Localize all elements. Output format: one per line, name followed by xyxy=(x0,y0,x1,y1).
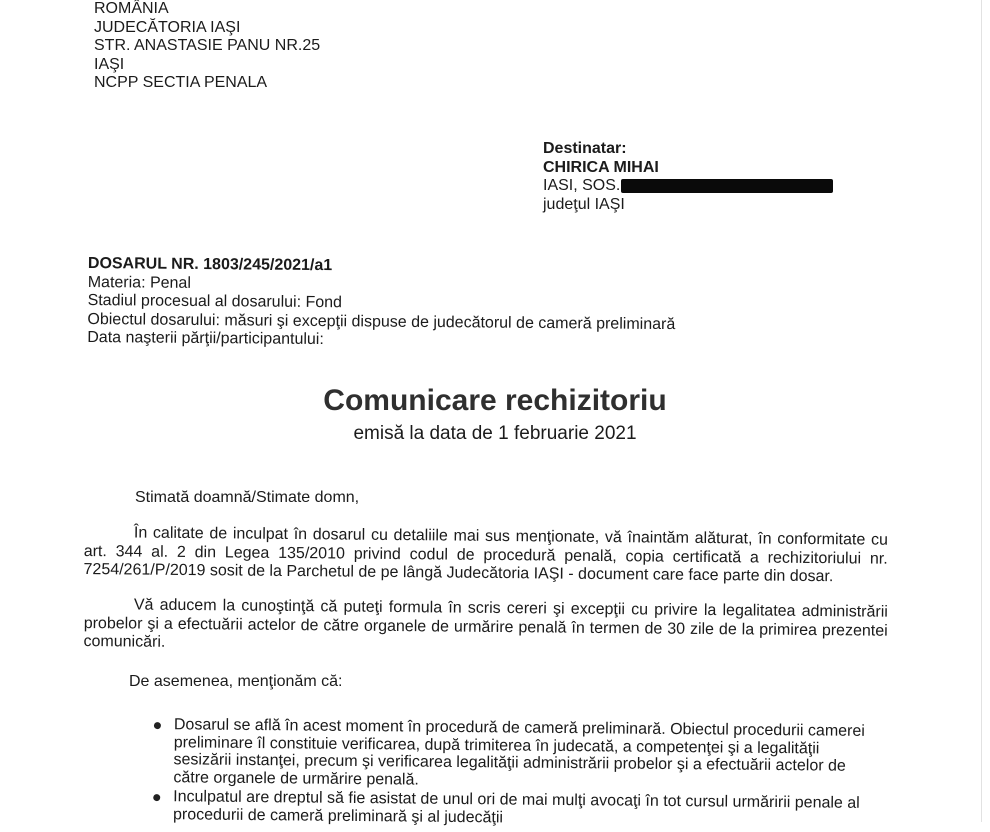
sender-line-city: IAŞI xyxy=(94,55,125,73)
recipient-address-prefix: IASI, SOS. xyxy=(543,177,621,194)
recipient-label: Destinatar: xyxy=(543,140,627,157)
sender-address-block xyxy=(94,0,320,93)
sender-line-country: ROMÂNIA xyxy=(94,0,169,17)
recipient-block xyxy=(543,140,833,214)
paragraph-intro-list: De asemenea, menţionăm că: xyxy=(129,673,343,690)
list-item-text: Inculpatul are dreptul să fie asistat de unul ori de mai mulţi avocaţi în tot cursul urmăririi penale al procedurii de cameră preliminară şi al judecăţii xyxy=(172,788,860,826)
sender-line-section: NCPP SECTIA PENALA xyxy=(94,74,268,91)
sender-line-street: STR. ANASTASIE PANU NR.25 xyxy=(94,37,321,54)
list-item-text: Dosarul se află în acest moment în procedură de cameră preliminară. Obiectul procedurii camerei preliminare îl constituie verificarea, după trimiterea în judecată, a competenţei şi a legalităţii sesizării instanţei, precum şi verificarea legalităţii administrării probelor şi a efectuării actelor de către organele de urmărire penală. xyxy=(173,716,865,789)
document-title: Comunicare rechizitoriu xyxy=(323,384,667,417)
case-object: Obiectul dosarului: măsuri şi excepţii dispuse de judecătorul de cameră preliminară xyxy=(87,310,676,333)
document-subtitle: emisă la data de 1 februarie 2021 xyxy=(353,423,637,444)
case-stage: Stadiul procesual al dosarului: Fond xyxy=(87,291,343,312)
paragraph-notification-text: În calitate de inculpat în dosarul cu detaliile mai sus menţionate, vă înaintăm alăturat, în conformitate cu art. 344 al. 2 din Legea 135/2010 privind codul de procedură penală, copia certificată a rechizitoriului nr. 7254/261/P/2019 sosit de la Parchetul de pe lângă Judecătoria IAŞI - document care face parte din dosar. xyxy=(83,524,888,586)
list-item xyxy=(149,716,880,793)
recipient-county: judeţul IAŞI xyxy=(543,195,625,213)
list-item xyxy=(149,788,879,830)
paragraph-rights xyxy=(83,596,887,659)
bullet-dot-icon xyxy=(153,794,160,801)
greeting: Stimată doamnă/Stimate domn, xyxy=(135,489,360,506)
case-matter: Materia: Penal xyxy=(87,273,192,292)
recipient-name: CHIRICA MIHAI xyxy=(543,158,659,176)
sender-line-court: JUDECĂTORIA IAŞI xyxy=(94,18,241,36)
info-bullet-list xyxy=(149,716,880,832)
paragraph-notification xyxy=(83,524,887,587)
paragraph-rights-text: Vă aducem la cunoştinţă că puteţi formula în scris cereri şi excepţii cu privire la legalitatea administrării probelor şi a efectuării actelor de către organele de urmărire penală în termen de 30 zile de la primirea prezentei comunicări. xyxy=(83,596,888,651)
bullet-dot-icon xyxy=(154,722,161,729)
recipient-address xyxy=(543,177,833,196)
case-number: DOSARUL NR. 1803/245/2021/a1 xyxy=(87,255,333,275)
case-birth-date: Data naşterii părţii/participantului: xyxy=(87,328,324,349)
redaction-bar xyxy=(621,179,833,193)
case-details-block xyxy=(87,255,676,353)
